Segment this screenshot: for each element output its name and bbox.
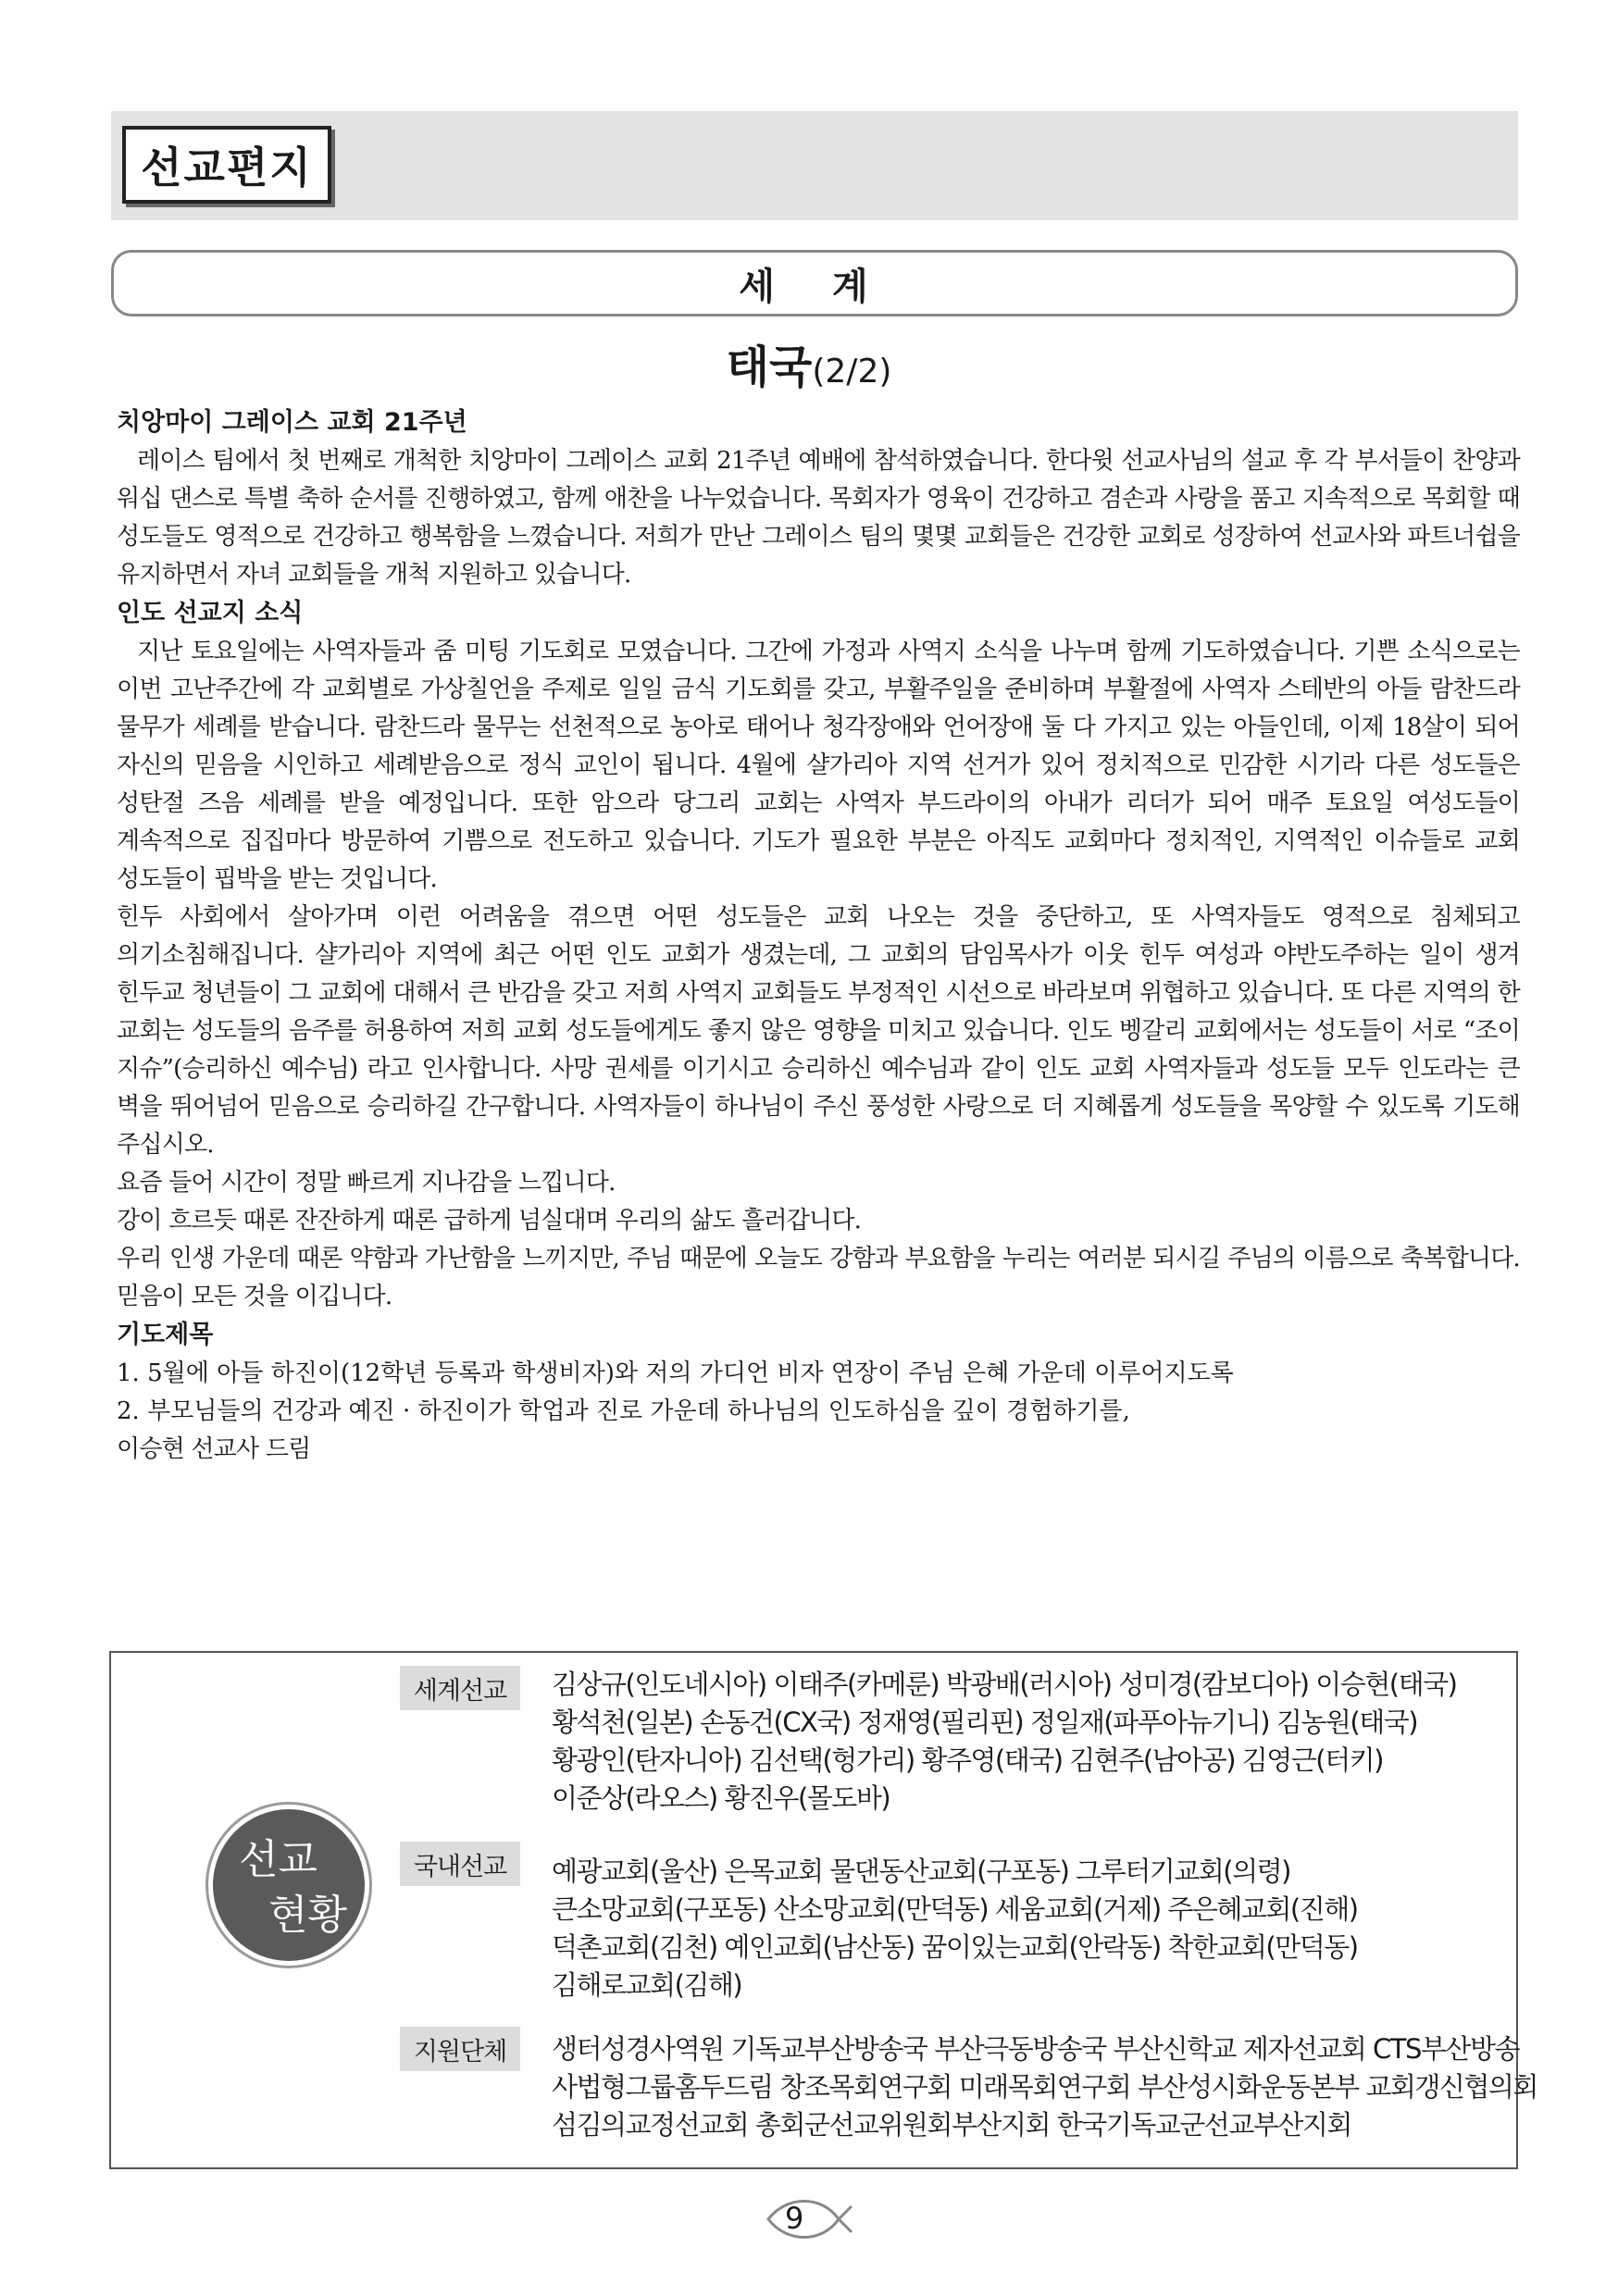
header-label: 선교편지	[141, 143, 313, 192]
badge-line-2: 현황	[268, 1892, 348, 1939]
list-line: 황광인(탄자니아) 김선택(헝가리) 황주영(태국) 김현주(남아공) 김영근(터키)	[552, 1744, 1383, 1776]
mission-status-badge	[213, 1809, 365, 1961]
country-part: (2/2)	[812, 353, 892, 391]
section-title: 세 계	[739, 265, 890, 308]
category-label-domestic: 국내선교	[400, 1842, 520, 1886]
paragraph-india-news-2: 힌두 사회에서 살아가며 이런 어려움을 겪으면 어떤 성도들은 교회 나오는 것을 중단하고, 또 사역자들도 영적으로 침체되고 의기소침해집니다. 샬가리아 지역에 최근 어떤 인도 교회가 생겼는데, 그 교회의 담임목사가 이웃 힌두 여성과 야반도주하는 일이 생겨 힌두교 청년들이 그 교회에 대해서 큰 반감을 갖고 저희 사역지 교회들도 부정적인 시선으로 바라보며 위협하고 있습니다. 또 다른 지역의 한 교회는 성도들의 음주를 허용하여 저희 교회 성도들에게도 좋지 않은 영향을 미치고 있습니다. 인도 벵갈리 교회에서는 성도들이 서로 “조이 지슈”(승리하신 예수님) 라고 인사합니다. 사망 권세를 이기시고 승리하신 예수님과 같이 인도 교회 사역자들과 성도들 모두 인도라는 큰 벽을 뛰어넘어 믿음으로 승리하길 간구합니다. 사역자들이 하나님이 주신 풍성한 사랑으로 더 지혜롭게 성도들을 목양할 수 있도록 기도해 주십시오.	[117, 903, 1520, 1159]
list-line: 이준상(라오스) 황진우(몰도바)	[552, 1782, 890, 1814]
list-line: 김상규(인도네시아) 이태주(카메룬) 박광배(러시아) 성미경(캄보디아) 이승현(태국)	[552, 1669, 1457, 1700]
page-number-badge	[765, 2197, 853, 2241]
badge-line-1: 선교	[239, 1836, 318, 1883]
category-label-support: 지원단체	[400, 2027, 520, 2071]
category-list-support	[552, 2030, 1537, 2144]
country-name: 태국	[726, 341, 813, 393]
heading-prayer-topics: 기도제목	[117, 1321, 214, 1349]
prayer-item-2: 2. 부모님들의 건강과 예진 · 하진이가 학업과 진로 가운데 하나님의 인도하심을 깊이 경험하기를,	[117, 1397, 1130, 1425]
paragraph-india-news-5: 우리 인생 가운데 때론 약함과 가난함을 느끼지만, 주님 때문에 오늘도 강함과 부요함을 누리는 여러분 되시길 주님의 이름으로 축복합니다. 믿음이 모든 것을 이깁니다.	[117, 1245, 1520, 1310]
paragraph-india-news-1: 지난 토요일에는 사역자들과 줌 미팅 기도회로 모였습니다. 그간에 가정과 사역지 소식을 나누며 함께 기도하였습니다. 기쁜 소식으로는 이번 고난주간에 각 교회별로 가상칠언을 주제로 일일 금식 기도회를 갖고, 부활주일을 준비하며 부활절에 사역자 스테반의 아들 람찬드라 물무가 세례를 받습니다. 람찬드라 물무는 선천적으로 농아로 태어나 청각장애와 언어장애 둘 다 가지고 있는 아들인데, 이제 18살이 되어 자신의 믿음을 시인하고 세례받음으로 정식 교인이 됩니다. 4월에 샬가리아 지역 선거가 있어 정치적으로 민감한 시기라 다른 성도들은 성탄절 즈음 세례를 받을 예정입니다. 또한 암으라 당그리 교회는 사역자 부드라이의 아내가 리더가 되어 매주 토요일 여성도들이 계속적으로 집집마다 방문하여 기쁨으로 전도하고 있습니다. 기도가 필요한 부분은 아직도 교회마다 정치적인, 지역적인 이슈들로 교회 성도들이 핍박을 받는 것입니다.	[117, 638, 1520, 893]
heading-church-anniversary: 치앙마이 그레이스 교회 21주년	[117, 408, 467, 437]
list-line: 섬김의교정선교회 총회군선교위원회부산지회 한국기독교군선교부산지회	[552, 2109, 1351, 2141]
signature: 이승현 선교사 드림	[117, 1435, 311, 1463]
category-list-world	[552, 1666, 1514, 1818]
paragraph-india-news-3: 요즘 들어 시간이 정말 빠르게 지나감을 느낍니다.	[117, 1169, 616, 1197]
paragraph-church-anniversary: 레이스 팀에서 첫 번째로 개척한 치앙마이 그레이스 교회 21주년 예배에 참석하였습니다. 한다윗 선교사님의 설교 후 각 부서들이 찬양과 워십 댄스로 특별 축하 순서를 진행하였고, 함께 애찬을 나누었습니다. 목회자가 영육이 건강하고 겸손과 사랑을 품고 지속적으로 목회할 때 성도들도 영적으로 건강하고 행복함을 느꼈습니다. 저희가 만난 그레이스 팀의 몇몇 교회들은 건강한 교회로 성장하여 선교사와 파트너쉽을 유지하면서 자녀 교회들을 개척 지원하고 있습니다.	[117, 447, 1520, 589]
category-label-world: 세계선교	[400, 1666, 520, 1710]
page-title	[0, 331, 1618, 395]
heading-india-news: 인도 선교지 소식	[117, 599, 304, 627]
list-line: 사법형그룹홈두드림 창조목회연구회 미래목회연구회 부산성시화운동본부 교회갱신협의회	[552, 2071, 1537, 2103]
list-line: 예광교회(울산) 은목교회 물댄동산교회(구포동) 그루터기교회(의령)	[552, 1855, 1290, 1887]
list-line: 생터성경사역원 기독교부산방송국 부산극동방송국 부산신학교 제자선교회 CTS부산방송	[552, 2033, 1519, 2065]
list-line: 황석천(일본) 손동건(CX국) 정재영(필리핀) 정일재(파푸아뉴기니) 김농원(태국)	[552, 1706, 1418, 1738]
article-body	[117, 403, 1520, 1469]
list-line: 덕촌교회(김천) 예인교회(남산동) 꿈이있는교회(안락동) 착한교회(만덕동)	[552, 1931, 1358, 1963]
paragraph-india-news-4: 강이 흐르듯 때론 잔잔하게 때론 급하게 넘실대며 우리의 삶도 흘러갑니다.	[117, 1207, 862, 1235]
page-number: 9	[785, 2201, 804, 2236]
header-label-box	[122, 126, 331, 204]
list-line: 큰소망교회(구포동) 산소망교회(만덕동) 세움교회(거제) 주은혜교회(진해)	[552, 1893, 1358, 1925]
fish-icon	[765, 2197, 853, 2241]
list-line: 김해로교회(김해)	[552, 1969, 742, 2001]
category-list-domestic	[552, 1853, 1514, 2004]
section-title-box	[111, 250, 1518, 316]
prayer-item-1: 1. 5월에 아들 하진이(12학년 등록과 학생비자)와 저의 가디언 비자 연장이 주님 은혜 가운데 이루어지도록	[117, 1359, 1234, 1387]
